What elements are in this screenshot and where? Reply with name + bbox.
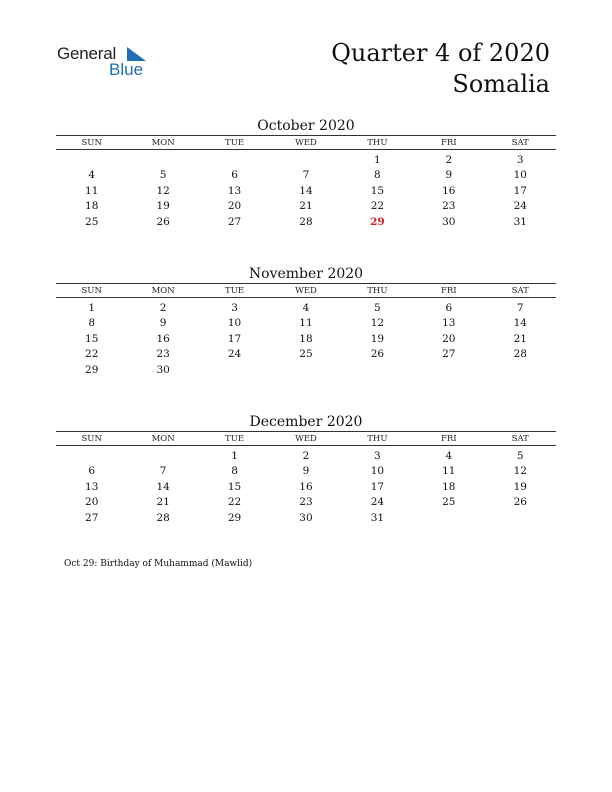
week-row [56, 362, 556, 378]
empty-day-cell [127, 150, 198, 168]
day-cell: 1 [231, 449, 238, 462]
empty-day-cell [56, 150, 127, 168]
week-row [56, 214, 556, 230]
day-cell: 25 [85, 215, 99, 228]
day-cell: 26 [370, 348, 385, 361]
week-row [56, 298, 556, 316]
day-cell: 5 [374, 301, 381, 314]
day-cell: 19 [370, 332, 385, 345]
day-cell: 26 [156, 215, 170, 228]
empty-day-cell [485, 362, 556, 378]
day-cell: 15 [85, 332, 99, 345]
day-cell: 3 [374, 449, 381, 462]
weekday-header: TUE [199, 432, 270, 446]
day-cell: 24 [227, 348, 242, 361]
day-cell: 19 [156, 200, 170, 213]
day-cell: 6 [445, 301, 453, 314]
logo-text-general: General [57, 44, 117, 63]
day-cell: 13 [442, 317, 456, 330]
calendar-grid [56, 135, 556, 230]
day-cell: 3 [231, 301, 238, 314]
logo-text-blue: Blue [109, 60, 144, 79]
day-cell: 28 [299, 215, 313, 228]
day-cell: 16 [442, 184, 456, 197]
month-december [56, 413, 556, 526]
day-cell: 28 [513, 348, 527, 361]
day-cell: 2 [302, 449, 310, 462]
day-cell: 1 [88, 301, 96, 314]
weekday-header-row [56, 136, 556, 150]
day-cell: 29 [227, 511, 242, 524]
day-cell: 23 [442, 200, 456, 213]
day-cell: 6 [88, 465, 96, 478]
day-cell: 27 [442, 348, 456, 361]
weekday-header: TUE [199, 284, 270, 298]
weekday-header: TUE [199, 136, 270, 150]
weekday-header: MON [127, 284, 198, 298]
empty-day-cell [127, 446, 198, 464]
weekday-header: THU [342, 284, 413, 298]
week-row [56, 150, 556, 168]
day-cell: 2 [445, 153, 453, 166]
day-cell: 21 [156, 496, 170, 509]
day-cell: 10 [370, 465, 385, 478]
day-cell: 17 [370, 480, 385, 493]
month-october [56, 117, 556, 230]
day-cell: 13 [227, 184, 242, 197]
day-cell: 30 [442, 215, 456, 228]
day-cell: 7 [302, 169, 310, 182]
day-cell: 26 [513, 496, 527, 509]
weekday-header: SAT [485, 136, 556, 150]
weekday-header: MON [127, 136, 198, 150]
day-cell: 30 [299, 511, 313, 524]
day-cell: 16 [299, 480, 313, 493]
day-cell: 12 [513, 465, 527, 478]
week-row [56, 510, 556, 526]
day-cell: 5 [159, 169, 167, 182]
weekday-header: WED [270, 432, 341, 446]
day-cell: 20 [442, 332, 456, 345]
day-cell: 14 [156, 480, 170, 493]
day-cell: 21 [299, 200, 313, 213]
day-cell: 8 [374, 169, 381, 182]
week-row [56, 316, 556, 332]
weekday-header: FRI [413, 136, 484, 150]
day-cell: 14 [513, 317, 527, 330]
page-title-country: Somalia [452, 70, 550, 98]
calendar-grid [56, 431, 556, 526]
week-row [56, 183, 556, 199]
day-cell: 24 [370, 496, 385, 509]
day-cell: 31 [513, 215, 527, 228]
day-cell: 4 [445, 449, 453, 462]
day-cell: 27 [227, 215, 242, 228]
day-cell: 18 [85, 200, 99, 213]
day-cell: 29 [85, 363, 99, 376]
day-cell: 18 [442, 480, 456, 493]
day-cell: 20 [85, 496, 99, 509]
empty-day-cell [413, 362, 484, 378]
day-cell: 12 [156, 184, 170, 197]
day-cell: 8 [231, 465, 238, 478]
day-cell: 24 [513, 200, 527, 213]
empty-day-cell [485, 510, 556, 526]
weekday-header-row [56, 284, 556, 298]
week-row [56, 331, 556, 347]
day-cell: 10 [227, 317, 242, 330]
day-cell: 22 [227, 496, 242, 509]
month-november [56, 265, 556, 378]
day-cell: 23 [299, 496, 313, 509]
day-cell: 4 [302, 301, 310, 314]
day-cell: 25 [442, 496, 456, 509]
day-cell: 31 [370, 511, 385, 524]
page-title-quarter: Quarter 4 of 2020 [331, 39, 550, 67]
day-cell: 5 [516, 449, 524, 462]
empty-day-cell [270, 150, 341, 168]
weekday-header: MON [127, 432, 198, 446]
day-cell: 15 [227, 480, 242, 493]
month-title: October 2020 [257, 118, 355, 134]
day-cell: 27 [85, 511, 99, 524]
month-title: December 2020 [249, 414, 363, 430]
day-cell: 18 [299, 332, 313, 345]
page-title [331, 38, 550, 100]
day-cell: 19 [513, 480, 527, 493]
weekday-header: SUN [56, 432, 127, 446]
day-cell: 6 [231, 169, 238, 182]
holiday-day-cell: 29 [370, 215, 385, 228]
day-cell: 9 [445, 169, 453, 182]
weekday-header-row [56, 432, 556, 446]
weekday-header: SUN [56, 136, 127, 150]
weekday-header: SUN [56, 284, 127, 298]
day-cell: 14 [299, 184, 313, 197]
week-row [56, 347, 556, 363]
day-cell: 8 [88, 317, 96, 330]
empty-day-cell [413, 510, 484, 526]
empty-day-cell [56, 446, 127, 464]
weekday-header: WED [270, 284, 341, 298]
day-cell: 10 [513, 169, 527, 182]
day-cell: 11 [299, 317, 313, 330]
month-title: November 2020 [248, 266, 364, 282]
weekday-header: THU [342, 136, 413, 150]
week-row [56, 495, 556, 511]
empty-day-cell [199, 362, 270, 378]
day-cell: 11 [85, 184, 99, 197]
empty-day-cell [342, 362, 413, 378]
day-cell: 11 [442, 465, 456, 478]
weekday-header: SAT [485, 284, 556, 298]
day-cell: 7 [159, 465, 167, 478]
day-cell: 9 [302, 465, 310, 478]
week-row [56, 446, 556, 464]
day-cell: 22 [85, 348, 99, 361]
empty-day-cell [270, 362, 341, 378]
week-row [56, 168, 556, 184]
day-cell: 17 [227, 332, 242, 345]
calendar-grid [56, 283, 556, 378]
weekday-header: FRI [413, 432, 484, 446]
day-cell: 15 [370, 184, 385, 197]
day-cell: 2 [159, 301, 167, 314]
day-cell: 4 [88, 169, 96, 182]
holiday-note: Oct 29: Birthday of Muhammad (Mawlid) [64, 559, 253, 569]
day-cell: 28 [156, 511, 170, 524]
holiday-notes [64, 559, 252, 569]
weekday-header: THU [342, 432, 413, 446]
week-row [56, 464, 556, 480]
day-cell: 16 [156, 332, 170, 345]
day-cell: 22 [370, 200, 385, 213]
day-cell: 21 [513, 332, 527, 345]
day-cell: 20 [227, 200, 242, 213]
day-cell: 3 [516, 153, 524, 166]
week-row [56, 479, 556, 495]
day-cell: 9 [159, 317, 167, 330]
weekday-header: WED [270, 136, 341, 150]
day-cell: 1 [374, 153, 381, 166]
day-cell: 17 [513, 184, 527, 197]
day-cell: 12 [370, 317, 385, 330]
weekday-header: FRI [413, 284, 484, 298]
weekday-header: SAT [485, 432, 556, 446]
day-cell: 30 [156, 363, 170, 376]
empty-day-cell [199, 150, 270, 168]
day-cell: 13 [85, 480, 99, 493]
generalblue-logo [57, 44, 157, 84]
week-row [56, 199, 556, 215]
day-cell: 7 [516, 301, 524, 314]
day-cell: 23 [156, 348, 170, 361]
day-cell: 25 [299, 348, 313, 361]
